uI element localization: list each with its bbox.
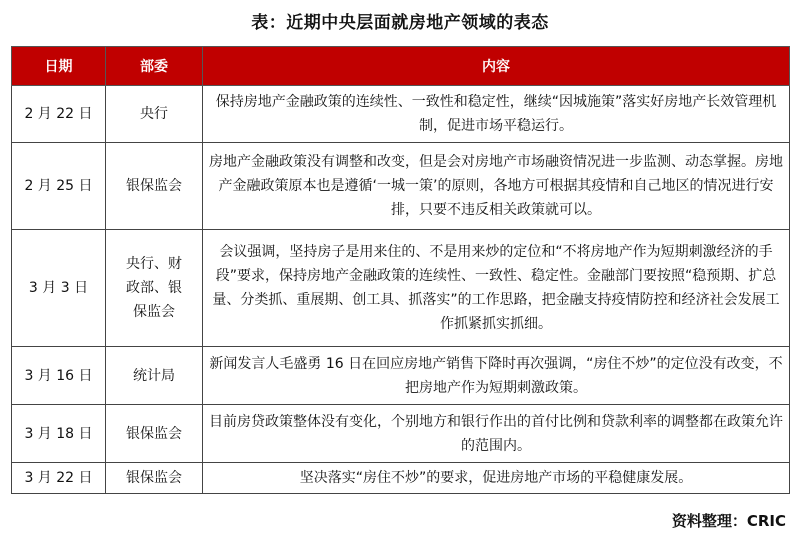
row-date: 3 月 18 日 <box>12 405 106 463</box>
row-dept: 银保监会 <box>106 143 203 230</box>
table-row <box>12 230 790 347</box>
table-row <box>12 347 790 405</box>
table-row <box>12 143 790 230</box>
table-header-row <box>12 47 790 86</box>
row-content: 目前房贷政策整体没有变化，个别地方和银行作出的首付比例和贷款利率的调整都在政策允许的范围内。 <box>203 405 790 463</box>
source-note: 资料整理：CRIC <box>671 512 786 530</box>
header-dept: 部委 <box>106 47 203 86</box>
row-dept: 银保监会 <box>106 463 203 494</box>
row-content: 房地产金融政策没有调整和改变，但是会对房地产市场融资情况进一步监测、动态掌握。房地产金融政策原本也是遵循‘一城一策’的原则，各地方可根据其疫情和自己地区的情况进行安排，只要不违反相关政策就可以。 <box>203 143 790 230</box>
table-row <box>12 86 790 143</box>
row-content: 会议强调，坚持房子是用来住的、不是用来炒的定位和“不将房地产作为短期刺激经济的手段”要求，保持房地产金融政策的连续性、一致性、稳定性。金融部门要按照“稳预期、扩总量、分类抓、重展期、创工具、抓落实”的工作思路，把金融支持疫情防控和经济社会发展工作抓紧抓实抓细。 <box>203 230 790 347</box>
row-date: 2 月 22 日 <box>12 86 106 143</box>
row-dept: 央行、财政部、银保监会 <box>106 230 203 347</box>
row-content: 保持房地产金融政策的连续性、一致性和稳定性，继续“因城施策”落实好房地产长效管理机制，促进市场平稳运行。 <box>203 86 790 143</box>
row-content: 新闻发言人毛盛勇 16 日在回应房地产销售下降时再次强调，“房住不炒”的定位没有改变，不把房地产作为短期刺激政策。 <box>203 347 790 405</box>
table-row <box>12 405 790 463</box>
row-dept: 央行 <box>106 86 203 143</box>
header-date: 日期 <box>12 47 106 86</box>
row-dept: 统计局 <box>106 347 203 405</box>
row-date: 2 月 25 日 <box>12 143 106 230</box>
row-dept: 银保监会 <box>106 405 203 463</box>
table-title: 表：近期中央层面就房地产领域的表态 <box>251 13 549 33</box>
row-date: 3 月 22 日 <box>12 463 106 494</box>
row-date: 3 月 16 日 <box>12 347 106 405</box>
table-row <box>12 463 790 494</box>
header-content: 内容 <box>203 47 790 86</box>
row-date: 3 月 3 日 <box>12 230 106 347</box>
policy-statement-table <box>11 46 790 494</box>
row-content: 坚决落实“房住不炒”的要求，促进房地产市场的平稳健康发展。 <box>203 463 790 494</box>
